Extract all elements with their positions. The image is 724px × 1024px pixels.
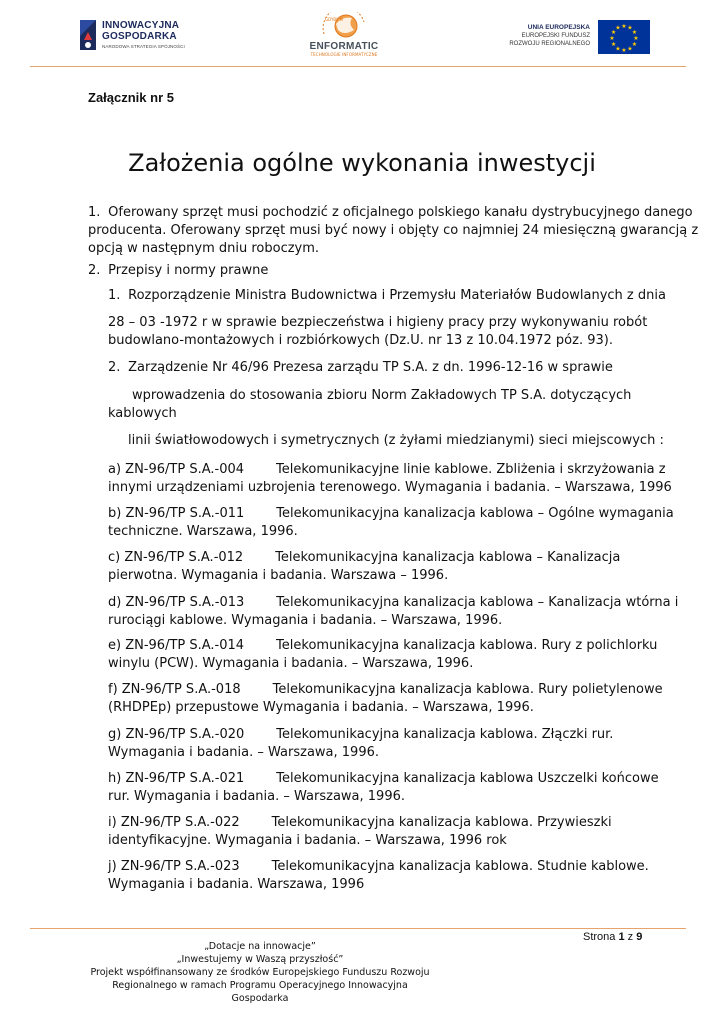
enformatic-name: ENFORMATIC <box>309 41 379 52</box>
norm-g-code: g) ZN-96/TP S.A.-020 <box>108 727 245 742</box>
subitem-1-body <box>108 314 647 350</box>
innowacyjna-gospodarka-logo <box>78 16 208 56</box>
norm-item-b <box>108 505 674 541</box>
norm-b-line2: techniczne. Warszawa, 1996. <box>108 524 298 539</box>
norm-h-line2: rur. Wymagania i badania. – Warszawa, 1996. <box>108 789 405 804</box>
subitem-2-number: 2. <box>108 360 121 375</box>
svg-text:★: ★ <box>621 47 627 54</box>
svg-text:★: ★ <box>615 24 621 32</box>
paragraph-1 <box>88 204 698 258</box>
norm-i-code: i) ZN-96/TP S.A.-022 <box>108 815 240 830</box>
subitem-1-line3: budowlano-montażowych i rozbiórkowych (Dz.U. nr 13 z 10.04.1972 póz. 93). <box>108 333 613 348</box>
norm-f-line2: (RHDPEp) przepustowe Wymagania i badania. – Warszawa, 1996. <box>108 700 534 715</box>
norm-e-line2: winylu (PCW). Wymagania i badania. – Warszawa, 1996. <box>108 656 474 671</box>
subitem-2-text: Zarządzenie Nr 46/96 Prezesa zarządu TP S.A. z dn. 1996-12-16 w sprawie <box>128 360 613 375</box>
subitem-2-line3: kablowych <box>108 406 177 421</box>
norm-j-line1: Telekomunikacyjna kanalizacja kablowa. Studnie kablowe. <box>271 859 649 874</box>
norm-item-c <box>108 549 620 585</box>
svg-text:★: ★ <box>631 29 638 36</box>
subitem-2-line2: wprowadzenia do stosowania zbioru Norm Zakładowych TP S.A. dotyczących <box>132 388 632 403</box>
norm-item-f <box>108 681 663 717</box>
norm-g-line1: Telekomunikacyjna kanalizacja kablowa. Złączki rur. <box>276 727 614 742</box>
norm-item-j <box>108 858 649 894</box>
enformatic-globe-icon <box>318 12 370 40</box>
eu-logo <box>505 20 647 56</box>
page-of: z <box>627 931 634 943</box>
norm-a-line2: innymi urządzeniami uzbrojenia terenowego. Wymagania i badania. – Warszawa, 1996 <box>108 480 672 495</box>
norm-g-line2: Wymagania i badania. – Warszawa, 1996. <box>108 745 379 760</box>
paragraph-1-line3: opcją w następnym dniu roboczym. <box>88 241 320 256</box>
paragraph-1-number: 1. <box>88 205 101 220</box>
norm-a-code: a) ZN-96/TP S.A.-004 <box>108 462 245 477</box>
subitem-1-number: 1. <box>108 288 121 303</box>
ig-logo-line2: GOSPODARKA <box>102 31 177 42</box>
norm-e-line1: Telekomunikacyjna kanalizacja kablowa. Rury z polichlorku <box>276 638 658 653</box>
footer-divider <box>30 928 686 929</box>
norm-h-line1: Telekomunikacyjna kanalizacja kablowa Uszczelki końcowe <box>276 771 659 786</box>
eu-logo-line1: UNIA EUROPEJSKA <box>527 24 590 31</box>
norm-f-line1: Telekomunikacyjna kanalizacja kablowa. Rury polietylenowe <box>272 682 663 697</box>
norm-item-h <box>108 770 659 806</box>
footer-line3: Projekt współfinansowany ze środków Europejskiego Funduszu Rozwoju <box>90 967 430 978</box>
ig-logo-line1: INNOWACYJNA <box>102 20 180 31</box>
norm-d-line1: Telekomunikacyjna kanalizacja kablowa – Kanalizacja wtórna i <box>276 595 679 610</box>
paragraph-2-number: 2. <box>88 263 101 278</box>
paragraph-2 <box>88 262 268 280</box>
enformatic-logo <box>307 12 381 64</box>
svg-text:★: ★ <box>621 23 627 30</box>
norm-c-line2: pierwotna. Wymagania i badania. Warszawa – 1996. <box>108 568 449 583</box>
enformatic-subtitle: TECHNOLOGIE INFORMATYCZNE <box>310 52 378 57</box>
norm-i-line2: identyfikacyjne. Wymagania i badania. – Warszawa, 1996 rok <box>108 833 507 848</box>
norm-j-code: j) ZN-96/TP S.A.-023 <box>108 859 240 874</box>
paragraph-2-text: Przepisy i normy prawne <box>108 263 269 278</box>
norm-c-line1: Telekomunikacyjna kanalizacja kablowa – Kanalizacja <box>275 550 621 565</box>
eu-flag-icon <box>598 20 650 54</box>
norm-h-code: h) ZN-96/TP S.A.-021 <box>108 771 245 786</box>
paragraph-1-line1: Oferowany sprzęt musi pochodzić z oficjalnego polskiego kanału dystrybucyjnego danego <box>108 205 693 220</box>
svg-text:★: ★ <box>633 35 639 42</box>
page-total: 9 <box>636 931 643 943</box>
norm-item-g <box>108 726 613 762</box>
page-number <box>583 931 642 943</box>
ig-emblem-icon <box>78 18 98 52</box>
subitem-1-text: Rozporządzenie Ministra Budownictwa i Przemysłu Materiałów Budowlanych z dnia <box>128 288 666 303</box>
norm-item-i <box>108 814 612 850</box>
svg-text:★: ★ <box>627 24 633 32</box>
norm-e-code: e) ZN-96/TP S.A.-014 <box>108 638 245 653</box>
norm-i-line1: Telekomunikacyjna kanalizacja kablowa. Przywieszki <box>271 815 612 830</box>
footer-notes <box>90 940 430 1005</box>
ig-logo-line3: NARODOWA STRATEGIA SPÓJNOŚCI <box>102 44 185 49</box>
svg-text:★: ★ <box>610 41 617 48</box>
page-header <box>0 0 724 70</box>
svg-text:★: ★ <box>610 29 617 36</box>
norm-j-line2: Wymagania i badania. Warszawa, 1996 <box>108 877 365 892</box>
subitem-2-line4: linii światłowodowych i symetrycznych (z żyłami miedzianymi) sieci miejscowych : <box>128 433 664 448</box>
norm-b-line1: Telekomunikacyjna kanalizacja kablowa – Ogólne wymagania <box>276 506 674 521</box>
norm-item-a <box>108 461 672 497</box>
svg-text:★: ★ <box>627 45 633 53</box>
norm-b-code: b) ZN-96/TP S.A.-011 <box>108 506 245 521</box>
svg-text:★: ★ <box>631 41 638 48</box>
eu-logo-line3: ROZWOJU REGIONALNEGO <box>509 41 590 47</box>
norm-c-code: c) ZN-96/TP S.A.-012 <box>108 550 244 565</box>
norm-d-line2: rurociągi kablowe. Wymagania i badania. – Warszawa, 1996. <box>108 613 503 628</box>
footer-line2: „Inwestujemy w Waszą przyszłość” <box>176 954 344 965</box>
subitem-2-line1 <box>108 359 613 377</box>
paragraph-1-line2: producenta. Oferowany sprzęt musi być nowy i objęty co najmniej 24 miesięczną gwarancją z <box>88 223 699 238</box>
enformatic-arc-text: GDYBY M <box>325 17 344 22</box>
page-title: Założenia ogólne wykonania inwestycji <box>128 149 596 177</box>
eu-logo-line2: EUROPEJSKI FUNDUSZ <box>521 33 590 39</box>
norm-item-e <box>108 637 657 673</box>
norm-item-d <box>108 594 678 630</box>
page-current: 1 <box>618 931 625 943</box>
subitem-1-line1 <box>108 287 666 305</box>
norm-f-code: f) ZN-96/TP S.A.-018 <box>108 682 241 697</box>
svg-text:★: ★ <box>615 45 621 53</box>
header-divider <box>30 66 686 67</box>
footer-line4: Regionalnego w ramach Programu Operacyjnego Innowacyjna Gospodarka <box>112 980 408 1004</box>
annex-label: Załącznik nr 5 <box>88 90 174 105</box>
footer-line1: „Dotacje na innowacje” <box>204 941 316 952</box>
subitem-1-line2: 28 – 03 -1972 r w sprawie bezpieczeństwa i higieny pracy przy wykonywaniu robót <box>108 315 648 330</box>
page-label: Strona <box>583 931 616 943</box>
subitem-2-body <box>108 387 631 423</box>
norm-d-code: d) ZN-96/TP S.A.-013 <box>108 595 245 610</box>
svg-text:★: ★ <box>609 35 615 42</box>
norm-a-line1: Telekomunikacyjne linie kablowe. Zbliżenia i skrzyżowania z <box>276 462 666 477</box>
